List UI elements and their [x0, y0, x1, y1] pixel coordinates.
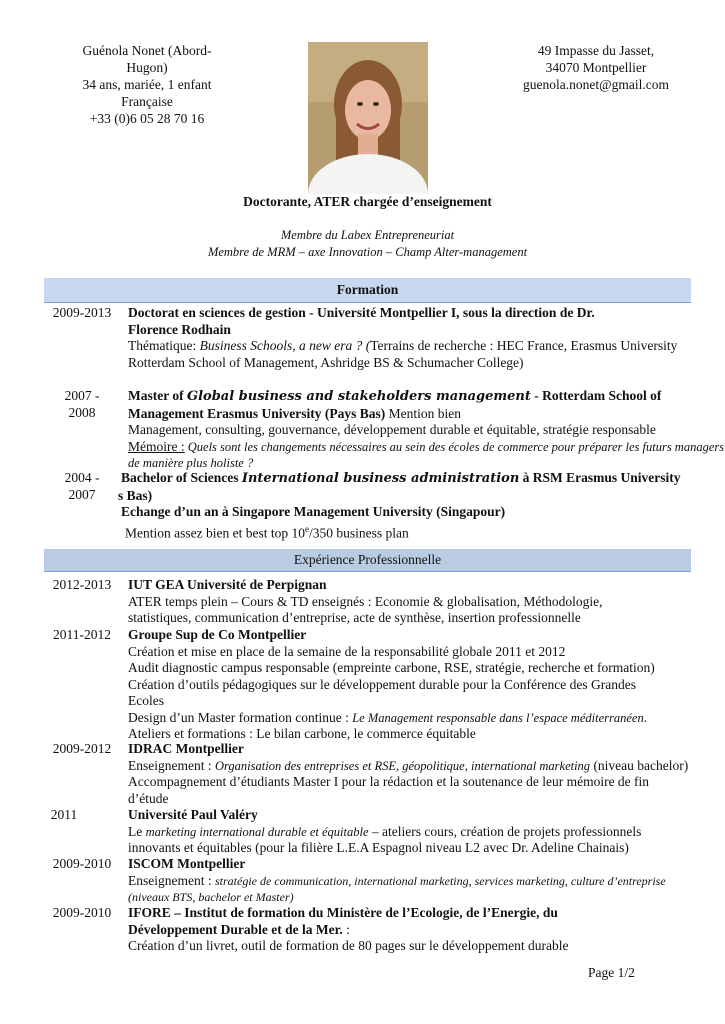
contact-left	[62, 42, 232, 127]
formation-header-label: Formation	[336, 282, 399, 297]
idrac-l1-post: (niveau bachelor)	[590, 757, 689, 773]
groupe-l4: Ecoles	[128, 693, 164, 708]
bachelor-date-l1: 2004 -	[64, 470, 100, 485]
iut-l2: statistiques, communication d’entreprise, acte de synthèse, insertion professionnelle	[128, 610, 581, 625]
ifore-entry	[128, 905, 708, 955]
iscom-l2: (niveaux BTS, bachelor et Master)	[128, 890, 294, 904]
groupe-entry	[128, 627, 708, 743]
memoire-l2: de manière plus holiste ?	[128, 456, 254, 470]
master-date-l1: 2007 -	[64, 388, 100, 403]
bachelor-mention	[118, 521, 708, 542]
headline-title: Doctorante, ATER chargée d’enseignement	[243, 194, 492, 209]
master-post: - Rotterdam School of	[530, 388, 662, 403]
doctorat-theme-l2: Rotterdam School of Management, Ashridge BS & Schumacher College)	[128, 354, 524, 370]
name-line2: Hugon)	[126, 60, 168, 75]
bachelor-date	[44, 470, 120, 503]
idrac-entry	[128, 741, 708, 807]
ifore-title-l1: IFORE – Institut de formation du Ministère de l’Ecologie, de l’Energie, du	[128, 905, 558, 920]
age-status: 34 ans, mariée, 1 enfant	[82, 77, 212, 92]
idrac-l1	[128, 758, 708, 775]
contact-right	[496, 42, 696, 93]
name-line1: Guénola Nonet (Abord-	[82, 43, 212, 58]
master-title-l1	[128, 388, 708, 406]
membership-mrm: Membre de MRM – axe Innovation – Champ Alter-management	[207, 245, 528, 259]
mention-post: /350 business plan	[308, 525, 409, 540]
idrac-l1-pre: Enseignement :	[128, 757, 215, 773]
iscom-date: 2009-2010	[52, 856, 112, 871]
iut-entry	[128, 577, 698, 627]
experience-header	[44, 549, 691, 572]
valery-l1-post: – ateliers cours, création de projets professionnels	[368, 823, 642, 839]
master-title-l2	[128, 406, 708, 423]
groupe-date: 2011-2012	[53, 627, 111, 642]
groupe-l5	[128, 710, 708, 727]
idrac-title: IDRAC Montpellier	[128, 741, 244, 756]
groupe-title: Groupe Sup de Co Montpellier	[128, 627, 307, 642]
memoire-label: Mémoire :	[128, 438, 185, 454]
nationality: Française	[121, 94, 173, 109]
bachelor-pre: Bachelor of Sciences	[121, 470, 242, 485]
master-school: Management Erasmus University (Pays Bas)	[128, 405, 386, 421]
iscom-l1-italic: stratégie de communication, international marketing, services marketing, culture d’entreprise	[214, 873, 666, 888]
doctorat-theme	[128, 338, 698, 355]
groupe-l1: Création et mise en place de la semaine de la responsabilité globale 2011 et 2012	[128, 643, 566, 659]
doctorat-title-l2: Florence Rodhain	[128, 321, 231, 337]
master-mention: Mention bien	[385, 405, 461, 421]
iscom-entry	[128, 856, 708, 906]
phone: +33 (0)6 05 28 70 16	[89, 111, 205, 126]
street-address: 49 Impasse du Jasset,	[537, 43, 655, 58]
ifore-title-l2	[128, 922, 708, 939]
master-pre: Master of	[128, 388, 187, 403]
iscom-l1	[128, 873, 708, 890]
ifore-l1: Création d’un livret, outil de formation de 80 pages sur le développement durable	[128, 938, 569, 953]
profile-photo	[308, 42, 428, 194]
bachelor-exchange: Echange d’un an à Singapore Management University (Singapour)	[121, 504, 506, 519]
groupe-l2: Audit diagnostic campus responsable (empreinte carbone, RSE, stratégie, recherche et formation)	[128, 660, 655, 675]
valery-date: 2011	[50, 807, 78, 822]
valery-entry	[128, 807, 708, 857]
bachelor-title-l1	[118, 470, 708, 488]
groupe-l5-pre: Design d’un Master formation continue :	[128, 709, 353, 725]
groupe-l6: Ateliers et formations : Le bilan carbone, le commerce équitable	[128, 726, 476, 741]
master-date-l2: 2008	[68, 404, 96, 420]
experience-header-label: Expérience Professionnelle	[293, 552, 442, 567]
valery-l1	[128, 824, 708, 841]
master-program: Global business and stakeholders management	[186, 389, 531, 404]
page-number: Page 1/2	[588, 965, 635, 980]
iut-l1: ATER temps plein – Cours & TD enseignés : Economie & globalisation, Méthodologie,	[128, 593, 603, 609]
idrac-l2: Accompagnement d’étudiants Master I pour la rédaction et la soutenance de leur mémoire de fin	[128, 774, 650, 789]
iut-title: IUT GEA Université de Perpignan	[128, 577, 327, 592]
valery-l1-italic: marketing international durable et équitable	[145, 824, 369, 839]
theme-label: Thématique:	[128, 338, 200, 353]
theme-rest: Terrains de recherche : HEC France, Erasmus University	[370, 338, 678, 353]
doctorat-entry	[128, 305, 698, 371]
groupe-l5-post: .	[643, 709, 648, 725]
iut-date: 2012-2013	[52, 577, 112, 592]
mention-pre: Mention assez bien et best top 10	[125, 525, 305, 540]
bachelor-date-l2: 2007	[68, 486, 96, 502]
master-date	[44, 388, 120, 421]
valery-title: Université Paul Valéry	[128, 807, 258, 822]
membership-labex: Membre du Labex Entrepreneuriat	[280, 228, 455, 242]
master-topics: Management, consulting, gouvernance, développement durable et équitable, stratégie responsable	[128, 422, 656, 437]
valery-l2: innovants et équitables (pour la filière L.E.A Espagnol niveau L2 avec Dr. Adeline Chainais)	[128, 840, 629, 855]
ifore-title-l2-post: :	[342, 921, 350, 937]
formation-header	[44, 278, 691, 303]
idrac-l1-italic: Organisation des entreprises et RSE, géopolitique, international marketing	[214, 758, 591, 773]
city: 34070 Montpellier	[545, 60, 647, 75]
iscom-title: ISCOM Montpellier	[128, 856, 246, 871]
master-entry	[128, 388, 725, 472]
ifore-date: 2009-2010	[52, 905, 112, 920]
idrac-date: 2009-2012	[52, 741, 112, 756]
memoire-l1: Quels sont les changements nécessaires au sein des écoles de commerce pour préparer les futurs managers	[184, 439, 725, 454]
email: guenola.nonet@gmail.com	[523, 77, 669, 92]
ifore-title-l2-bold: Développement Durable et de la Mer.	[128, 921, 343, 937]
bachelor-post: à RSM Erasmus University	[519, 470, 681, 485]
mention-sup: e	[304, 523, 309, 534]
doctorat-date: 2009-2013	[52, 305, 112, 320]
iscom-l1-pre: Enseignement :	[128, 872, 215, 888]
bachelor-entry	[118, 470, 708, 542]
groupe-l5-italic: Le Management responsable dans l’espace méditerranéen	[352, 710, 644, 725]
bachelor-title-l2: s Bas)	[118, 487, 153, 503]
groupe-l3: Création d’outils pédagogiques sur le développement durable pour la Conférence des Grandes	[128, 676, 636, 692]
bachelor-program: International business administration	[241, 471, 520, 486]
doctorat-title-l1: Doctorat en sciences de gestion - Université Montpellier I, sous la direction de Dr.	[128, 305, 595, 320]
master-memoire	[128, 438, 725, 456]
valery-l1-pre: Le	[128, 823, 146, 839]
idrac-l3: d’étude	[128, 790, 169, 806]
theme-italic: Business Schools, a new era ? (	[199, 338, 371, 353]
